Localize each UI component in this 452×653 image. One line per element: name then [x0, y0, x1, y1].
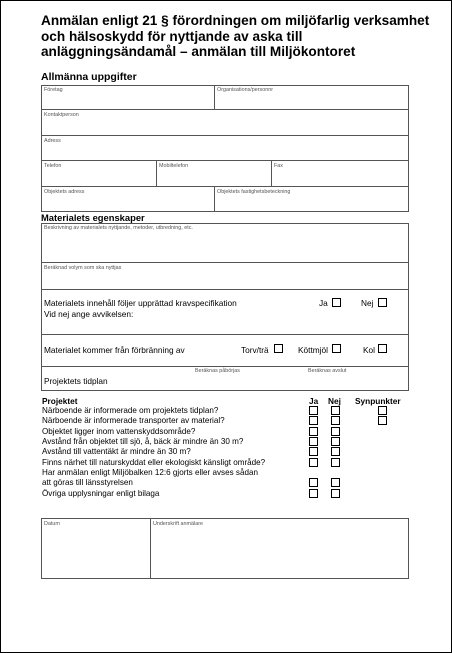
org-number-field[interactable]: Organisations/personnr	[217, 87, 274, 93]
divider	[41, 366, 409, 367]
spec-question: Materialets innehåll följer upprättad kravspecifikation	[44, 298, 237, 308]
source-peat-wood-label: Torv/trä	[241, 345, 269, 355]
q6-no-checkbox[interactable]	[331, 458, 340, 467]
divider	[41, 289, 409, 290]
source-question: Materialet kommer från förbränning av	[44, 345, 185, 355]
q7-yes-checkbox[interactable]	[309, 478, 318, 487]
divider	[156, 160, 157, 186]
q8-yes-checkbox[interactable]	[309, 489, 318, 498]
divider	[214, 85, 215, 109]
divider	[41, 160, 409, 161]
q1-comment-checkbox[interactable]	[378, 406, 387, 415]
form-title: Anmälan enligt 21 § förordningen om miljöfarlig verksamhet och hälsoskydd för nyttjande av aska till anläggningsändamål – anmälan till Miljökontoret	[41, 13, 430, 60]
question-4: Avstånd från objektet till sjö, å, bäck är mindre än 30 m?	[42, 437, 244, 446]
q3-no-checkbox[interactable]	[331, 427, 340, 436]
q7-no-checkbox[interactable]	[331, 478, 340, 487]
date-field[interactable]: Datum	[44, 521, 60, 527]
q8-no-checkbox[interactable]	[331, 489, 340, 498]
q4-yes-checkbox[interactable]	[309, 437, 318, 446]
material-heading: Materialets egenskaper	[41, 212, 145, 223]
source-peat-wood-checkbox[interactable]	[274, 344, 283, 353]
divider	[41, 186, 409, 187]
mobile-field[interactable]: Mobiltelefon	[159, 163, 189, 169]
q5-yes-checkbox[interactable]	[309, 447, 318, 456]
general-heading: Allmänna uppgifter	[41, 71, 137, 83]
q3-yes-checkbox[interactable]	[309, 427, 318, 436]
deviations-field[interactable]: Vid nej ange avvikelsen:	[44, 309, 134, 319]
source-coal-label: Kol	[363, 345, 375, 355]
schedule-label: Projektets tidplan	[44, 376, 108, 386]
question-6: Finns närhet till naturskyddat eller ekologiskt känsligt område?	[42, 458, 266, 467]
divider	[41, 262, 409, 263]
question-7: Har anmälan enligt Miljöbalken 12:6 gjorts eller avses sådan	[42, 468, 258, 477]
end-date-field[interactable]: Beräknas avslut	[308, 368, 347, 374]
signature-table	[41, 518, 409, 579]
fax-field[interactable]: Fax	[274, 163, 283, 169]
question-8: Övriga upplysningar enligt bilaga	[42, 489, 160, 498]
q5-no-checkbox[interactable]	[331, 447, 340, 456]
divider	[214, 186, 215, 212]
question-3: Objektet ligger inom vattenskyddsområde?	[42, 427, 196, 436]
question-2: Närboende är informerade transporter av material?	[42, 416, 225, 425]
signature-field[interactable]: Underskrift anmälare	[153, 521, 204, 527]
comments-column-header: Synpunkter	[355, 396, 401, 406]
address-field[interactable]: Adress	[44, 138, 61, 144]
q2-no-checkbox[interactable]	[331, 416, 340, 425]
source-meat-meal-label: Köttmjöl	[298, 345, 328, 355]
q1-no-checkbox[interactable]	[331, 406, 340, 415]
spec-no-checkbox[interactable]	[378, 298, 387, 307]
spec-yes-checkbox[interactable]	[332, 298, 341, 307]
object-address-field[interactable]: Objektets adress	[44, 189, 85, 195]
volume-field[interactable]: Beräknad volym som ska nyttjas	[44, 265, 122, 271]
divider	[150, 518, 151, 579]
start-date-field[interactable]: Beräknas påbörjas	[195, 368, 240, 374]
q2-yes-checkbox[interactable]	[309, 416, 318, 425]
question-7-continued: att göras till länsstyrelsen	[42, 478, 133, 487]
usage-description-field[interactable]: Beskrivning av materialets nyttjande, metoder, utbredning, etc.	[44, 225, 193, 231]
q2-comment-checkbox[interactable]	[378, 416, 387, 425]
source-coal-checkbox[interactable]	[378, 344, 387, 353]
contact-person-field[interactable]: Kontaktperson	[44, 112, 79, 118]
divider	[271, 160, 272, 186]
project-heading: Projektet	[42, 396, 78, 406]
source-meat-meal-checkbox[interactable]	[332, 344, 341, 353]
q6-yes-checkbox[interactable]	[309, 458, 318, 467]
question-1: Närboende är informerade om projektets tidplan?	[42, 406, 219, 415]
divider	[41, 334, 409, 335]
q1-yes-checkbox[interactable]	[309, 406, 318, 415]
yes-column-header: Ja	[309, 396, 319, 406]
property-designation-field[interactable]: Objektets fastighetsbeteckning	[217, 189, 291, 195]
divider	[41, 109, 409, 110]
no-column-header: Nej	[328, 396, 341, 406]
divider	[41, 135, 409, 136]
question-5: Avstånd till vattentäkt är mindre än 30 m?	[42, 447, 191, 456]
company-field[interactable]: Företag	[44, 87, 63, 93]
phone-field[interactable]: Telefon	[44, 163, 62, 169]
spec-yes-label: Ja	[319, 298, 328, 308]
spec-no-label: Nej	[361, 298, 374, 308]
q4-no-checkbox[interactable]	[331, 437, 340, 446]
